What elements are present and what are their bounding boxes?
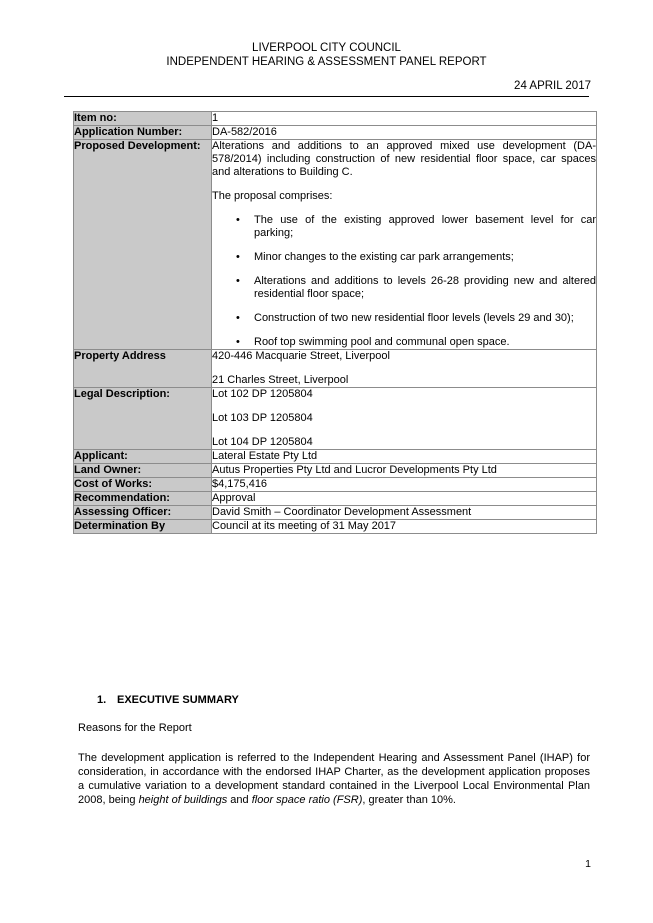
property-address-value bbox=[212, 350, 597, 388]
application-number-value: DA-582/2016 bbox=[212, 126, 597, 140]
proposal-list bbox=[212, 214, 596, 349]
summary-paragraph: The development application is referred to the Independent Hearing and Assessment Panel (IHAP) for consideration, in accordance with the endorsed IHAP Charter, as the development application proposes a cumulative variation to a development standard contained in the Liverpool Local Environmental Plan 2008, being height of buildings and floor space ratio (FSR), greater than 10%. bbox=[78, 752, 590, 806]
lot-line: Lot 103 DP 1205804 bbox=[212, 412, 313, 424]
application-number-label: Application Number: bbox=[74, 126, 212, 140]
application-details-table bbox=[73, 111, 597, 534]
assessing-officer-value: David Smith – Coordinator Development Assessment bbox=[212, 506, 597, 520]
council-name: LIVERPOOL CITY COUNCIL bbox=[252, 42, 401, 54]
proposed-development-label: Proposed Development: bbox=[74, 140, 212, 350]
table-row bbox=[74, 492, 597, 506]
table-row bbox=[74, 350, 597, 388]
section-number: 1. bbox=[97, 694, 107, 706]
cost-of-works-value: $4,175,416 bbox=[212, 478, 597, 492]
development-description: Alterations and additions to an approved mixed use development (DA-578/2014) including construction of new residential floor space, car spaces and alterations to Building C. bbox=[212, 140, 596, 178]
address-line: 420-446 Macquarie Street, Liverpool bbox=[212, 350, 390, 362]
lot-line: Lot 104 DP 1205804 bbox=[212, 436, 313, 448]
section-heading bbox=[97, 694, 239, 706]
table-row bbox=[74, 140, 597, 350]
bullet-icon: • bbox=[236, 336, 240, 348]
determination-by-label: Determination By bbox=[74, 520, 212, 534]
recommendation-value: Approval bbox=[212, 492, 597, 506]
list-item: • Alterations and additions to levels 26-28 providing new and altered residential floor space; bbox=[236, 275, 596, 300]
subsection-heading: Reasons for the Report bbox=[78, 722, 192, 734]
list-item: • Roof top swimming pool and communal open space. bbox=[236, 336, 510, 348]
section-title: EXECUTIVE SUMMARY bbox=[117, 694, 239, 706]
table-row bbox=[74, 506, 597, 520]
land-owner-value: Autus Properties Pty Ltd and Lucror Developments Pty Ltd bbox=[212, 464, 597, 478]
report-date: 24 APRIL 2017 bbox=[514, 80, 591, 92]
table-row bbox=[74, 388, 597, 450]
item-no-value: 1 bbox=[212, 112, 597, 126]
bullet-icon: • bbox=[236, 275, 240, 287]
applicant-value: Lateral Estate Pty Ltd bbox=[212, 450, 597, 464]
legal-description-value bbox=[212, 388, 597, 450]
bullet-icon: • bbox=[236, 251, 240, 263]
cost-of-works-label: Cost of Works: bbox=[74, 478, 212, 492]
list-item: • The use of the existing approved lower basement level for car parking; bbox=[236, 214, 596, 239]
page-number: 1 bbox=[585, 858, 591, 870]
table-row bbox=[74, 450, 597, 464]
address-line: 21 Charles Street, Liverpool bbox=[212, 374, 349, 386]
land-owner-label: Land Owner: bbox=[74, 464, 212, 478]
applicant-label: Applicant: bbox=[74, 450, 212, 464]
recommendation-label: Recommendation: bbox=[74, 492, 212, 506]
table-row bbox=[74, 520, 597, 534]
legal-description-label: Legal Description: bbox=[74, 388, 212, 450]
report-title: INDEPENDENT HEARING & ASSESSMENT PANEL REPORT bbox=[166, 56, 487, 68]
table-row bbox=[74, 478, 597, 492]
assessing-officer-label: Assessing Officer: bbox=[74, 506, 212, 520]
list-item: • Minor changes to the existing car park arrangements; bbox=[236, 251, 514, 263]
table-row bbox=[74, 112, 597, 126]
bullet-icon: • bbox=[236, 214, 240, 226]
proposal-intro: The proposal comprises: bbox=[212, 190, 333, 202]
bullet-icon: • bbox=[236, 312, 240, 324]
list-item: • Construction of two new residential floor levels (levels 29 and 30); bbox=[236, 312, 574, 324]
property-address-label: Property Address bbox=[74, 350, 212, 388]
lot-line: Lot 102 DP 1205804 bbox=[212, 388, 313, 400]
item-no-label: Item no: bbox=[74, 112, 212, 126]
determination-by-value: Council at its meeting of 31 May 2017 bbox=[212, 520, 597, 534]
header-divider bbox=[64, 96, 589, 97]
proposed-development-value bbox=[212, 140, 597, 350]
table-row bbox=[74, 464, 597, 478]
table-row bbox=[74, 126, 597, 140]
